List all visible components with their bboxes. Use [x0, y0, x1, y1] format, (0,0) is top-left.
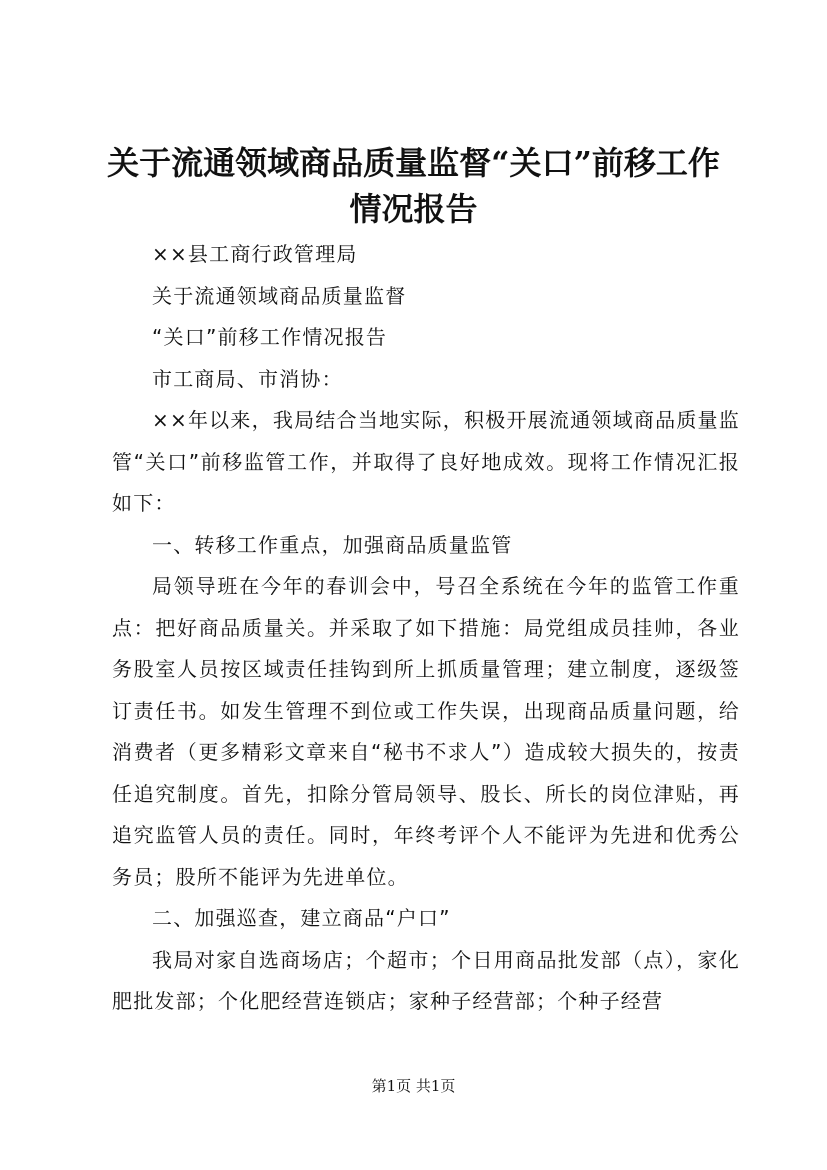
- title-line-1: 关于流通领域商品质量监督“关口”前移工作: [107, 144, 720, 182]
- section-heading-1: 一、转移工作重点，加强商品质量监管: [152, 532, 513, 557]
- document-body: [112, 234, 740, 1023]
- title-line-2: 情况报告: [349, 190, 478, 228]
- section-heading-2: 二、加强巡查，建立商品“户口”: [152, 906, 451, 930]
- page-footer: 第1页 共1页: [371, 1077, 456, 1095]
- section-2-paragraph: 我局对家自选商场店；个超市；个日用商品批发部（点），家化肥批发部；个化肥经营连锁店；家种子经营部；个种子经营: [112, 947, 740, 1013]
- section-1-paragraph: 局领导班在今年的春训会中，号召全系统在今年的监管工作重点：把好商品质量关。并采取了如下措施：局党组成员挂帅，各业务股室人员按区域责任挂钩到所上抓质量管理；建立制度，逐级签订责任书。如发生管理不到位或工作失误，出现商品质量问题，给消费者（更多精彩文章来自“秘书不求人”）造成较大损失的，按责任追究制度。首先，扣除分管局领导、股长、所长的岗位津贴，再追究监管人员的责任。同时，年终考评个人不能评为先进和优秀公务员；股所不能评为先进单位。: [112, 574, 740, 889]
- recipient-line: 市工商局、市消协：: [152, 366, 343, 391]
- issuer-line: ××县工商行政管理局: [152, 242, 358, 266]
- document-title: [100, 140, 727, 232]
- intro-paragraph: ××年以来，我局结合当地实际，积极开展流通领域商品质量监管“关口”前移监管工作，并取得了良好地成效。现将工作情况汇报如下：: [112, 408, 740, 515]
- subject-line-2: “关口”前移工作情况报告: [152, 325, 388, 349]
- subject-line-1: 关于流通领域商品质量监督: [152, 283, 407, 308]
